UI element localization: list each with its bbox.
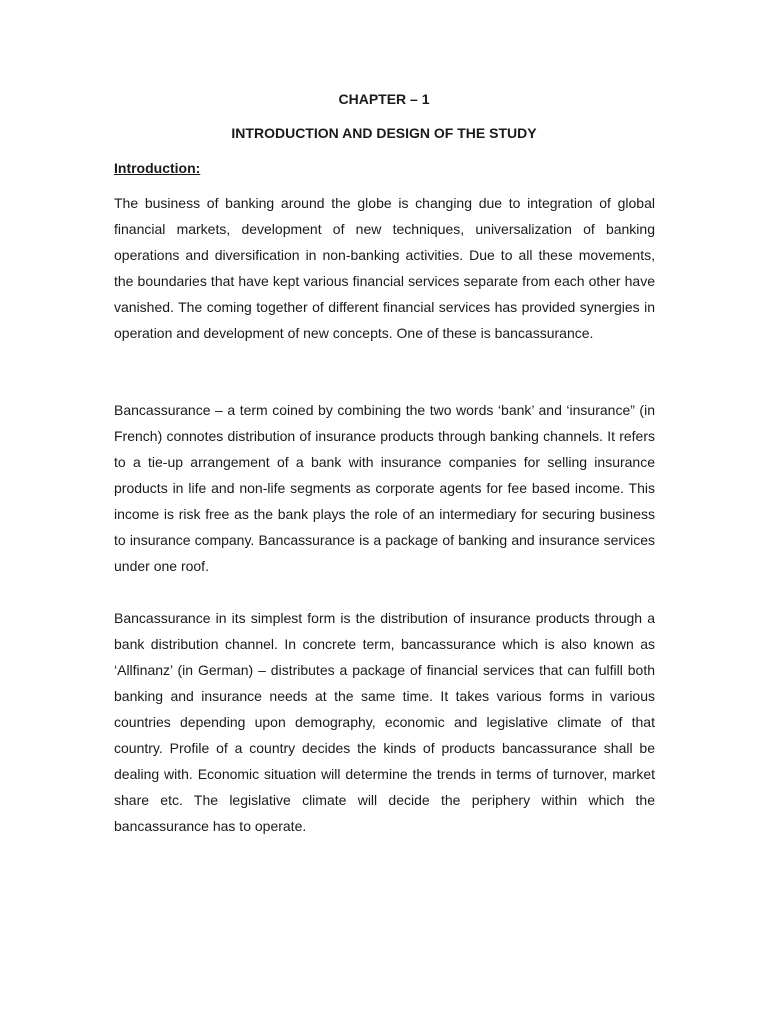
paragraph-2: Bancassurance – a term coined by combining the two words ‘bank’ and ‘insurance” (in French) connotes distribution of insurance products through banking channels. It refers to a tie-up arrangement of a bank with insurance companies for selling insurance products in life and non-life segments as corporate agents for fee based income. This income is risk free as the bank plays the role of an intermediary for securing business to insurance company. Bancassurance is a package of banking and insurance services under one roof. <box>114 402 655 574</box>
chapter-title: INTRODUCTION AND DESIGN OF THE STUDY <box>231 125 537 141</box>
chapter-label: CHAPTER – 1 <box>338 91 430 107</box>
paragraph-1: The business of banking around the globe is changing due to integration of global financial markets, development of new techniques, universalization of banking operations and diversification in non-banking activities. Due to all these movements, the boundaries that have kept various financial services separate from each other have vanished. The coming together of different financial services has provided synergies in operation and development of new concepts. One of these is bancassurance. <box>114 195 655 341</box>
section-heading: Introduction: <box>114 160 201 176</box>
paragraph-3: Bancassurance in its simplest form is the distribution of insurance products through a bank distribution channel. In concrete term, bancassurance which is also known as ‘Allfinanz’ (in German) – distributes a package of financial services that can fulfill both banking and insurance needs at the same time. It takes various forms in various countries depending upon demography, economic and legislative climate of that country. Profile of a country decides the kinds of products bancassurance shall be dealing with. Economic situation will determine the trends in terms of turnover, market share etc. The legislative climate will decide the periphery within which the bancassurance has to operate. <box>114 610 655 834</box>
